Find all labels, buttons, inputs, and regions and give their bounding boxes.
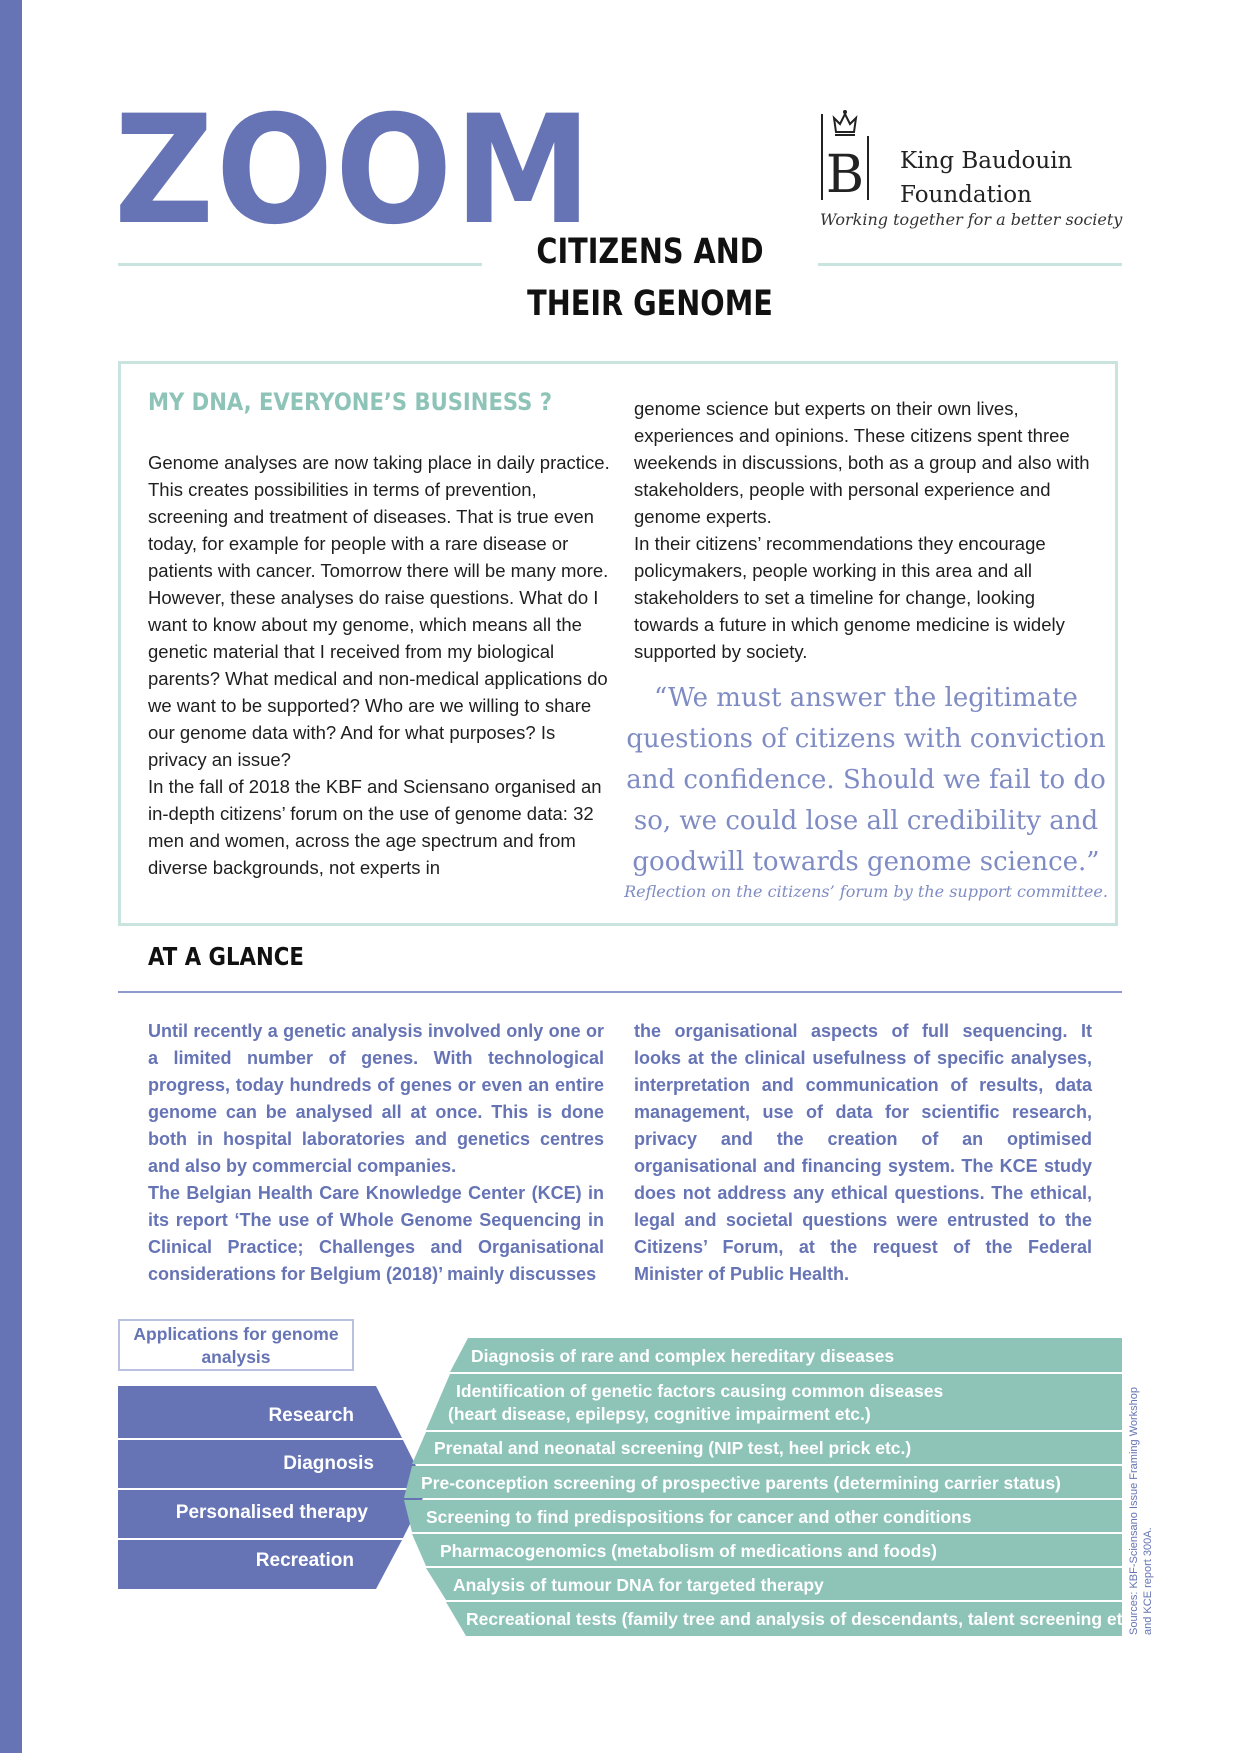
pull-quote: “We must answer the legitimate questions of citizens with conviction and confidence. Should we fail to do so, we could lose all credibility and goodwill towards genome science.” [626,683,1106,877]
subtitle-line-1: CITIZENS AND [536,232,764,272]
glance-heading: AT A GLANCE [148,942,304,971]
sources-note: Sources: KBF-Sciensano Issue Framing Workshop and KCE report 300A. [1128,1386,1154,1635]
logo-name-line-2: Foundation [900,182,1032,208]
paragraph: Genome analyses are now taking place in daily practice. This creates possibilities in terms of prevention, screening and treatment of diseases. That is true even today, for example for people with a rare disease or patients with cancer. Tomorrow there will be many more. [148,452,610,581]
application-label: Recreational tests (family tree and analysis of descendants, talent screening etc.) [466,1609,1143,1629]
logo-name-line-1: King Baudouin [900,148,1073,174]
logo-tagline: Working together for a better society [820,210,1123,229]
category-label-research: Research [268,1405,354,1426]
application-label: Identification of genetic factors causing common diseases [456,1381,944,1401]
paragraph: However, these analyses do raise questions. What do I want to know about my genome, which means all the genetic material that I received from my biological parents? What medical and non-medical applications do we want to be supported? Who are we willing to share our genome data with? And for what purposes? Is privacy an issue? [148,587,608,770]
paragraph: genome science but experts on their own lives, experiences and opinions. These citizens spent three weekends in discussions, both as a group and also with stakeholders, people with personal experience and genome experts. [634,398,1090,527]
application-label: Analysis of tumour DNA for targeted therapy [453,1575,824,1595]
dna-section-heading: MY DNA, EVERYONE’S BUSINESS ? [148,388,552,416]
paragraph: the organisational aspects of full sequencing. It looks at the clinical usefulness of specific analyses, interpretation and communication of results, data management, use of data for scientific research, privacy and the creation of an optimised organisational and financing system. The KCE study does not address any ethical questions. The ethical, legal and societal questions were entrusted to the Citizens’ Forum, at the request of the Federal Minister of Public Health. [634,1021,1092,1284]
paragraph: In their citizens’ recommendations they encourage policymakers, people working in this area and all stakeholders to set a timeline for change, looking towards a future in which genome medicine is widely supported by society. [634,533,1065,662]
quote-source: Reflection on the citizens’ forum by the support committee. [624,882,1108,901]
paragraph: In the fall of 2018 the KBF and Sciensano organised an in-depth citizens’ forum on the use of genome data: 32 men and women, across the age spectrum and from diverse backgrounds, not experts in [148,776,602,878]
logo-letter: B [825,145,865,204]
application-label: (heart disease, epilepsy, cognitive impairment etc.) [448,1404,871,1424]
application-label: Screening to find predispositions for cancer and other conditions [426,1507,972,1527]
subtitle-line-2: THEIR GENOME [527,284,773,324]
zoom-title: ZOOM [114,84,594,258]
application-label: Prenatal and neonatal screening (NIP test, heel prick etc.) [434,1438,912,1458]
application-label: Diagnosis of rare and complex hereditary diseases [471,1346,895,1366]
application-label: Pre-conception screening of prospective parents (determining carrier status) [421,1473,1061,1493]
diagram-title: Applications for genome analysis [118,1319,354,1371]
paragraph: The Belgian Health Care Knowledge Center (KCE) in its report ‘The use of Whole Genome Sequencing in Clinical Practice; Challenges and Organisational considerations for Belgium (2018)’ mainly discusses [148,1183,604,1284]
application-label: Pharmacogenomics (metabolism of medications and foods) [440,1541,937,1561]
category-label-diagnosis: Diagnosis [283,1453,374,1474]
category-label-recreation: Recreation [255,1550,354,1571]
paragraph: Until recently a genetic analysis involved only one or a limited number of genes. With technological progress, today hundreds of genes or even an entire genome can be analysed all at once. This is done both in hospital laboratories and genetics centres and also by commercial companies. [148,1021,604,1176]
category-label-personalised-therapy: Personalised therapy [175,1502,368,1523]
